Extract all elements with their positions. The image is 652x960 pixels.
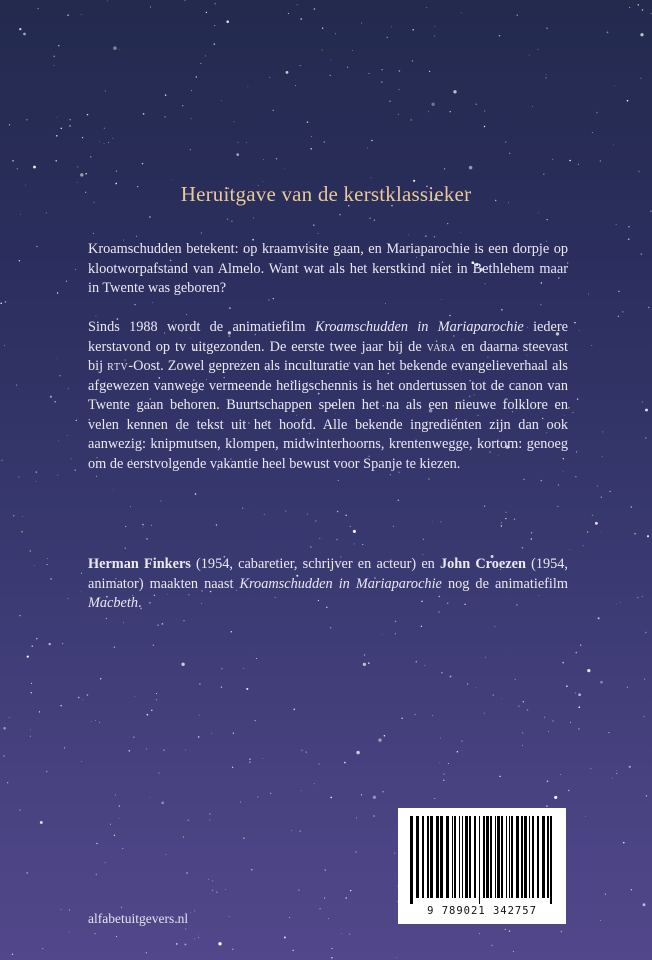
barcode-bar xyxy=(524,816,527,898)
text-run: iedere kerstavond op tv uitgezonden. De eerste twee jaar bij de xyxy=(88,319,568,355)
barcode-bar xyxy=(479,816,480,904)
film-title: Macbeth xyxy=(88,595,139,611)
barcode-bar xyxy=(537,816,539,898)
barcode-bar xyxy=(465,816,468,898)
publisher-url[interactable]: alfabetuitgevers.nl xyxy=(88,911,189,926)
text-run: -Oost. Zowel geprezen als inculturatie van het bekende evangelieverhaal als afgewezen vanwege vermeende heiligschennis is het ondertussen tot de canon van Twente gaan behoren. Buurtschappen spelen het na als een nieuwe folklore en velen kennen de tekst uit het hoofd. Alle bekende ingrediënten zijn dan ook aanwezig: knipmutsen, klompen, midwinterhoorns, krentenwegge, kortom: genoeg om de eerstvolgende vakantie heel bewust voor Spanje te kiezen. xyxy=(88,358,568,472)
author-name: Herman Finkers xyxy=(88,556,191,572)
author-name: John Croezen xyxy=(439,556,526,572)
broadcaster-name: vara xyxy=(426,338,457,355)
barcode-bar xyxy=(506,816,507,898)
text-run: nog de animatiefilm xyxy=(441,575,568,592)
barcode-bar xyxy=(416,816,419,898)
barcode-bar xyxy=(501,816,503,898)
barcode-bar xyxy=(529,816,530,898)
intro-paragraph: Kroamschudden betekent: op kraamvisite gaan, en Mariaparochie is een dorpje op klootworpafstand van Almelo. Want wat als het kerstkind niet in Bethlehem maar in Twente was geboren? xyxy=(88,241,568,296)
barcode-bar xyxy=(430,816,433,898)
author-bio: (1954, animator) maakten naast xyxy=(88,556,569,592)
barcode-bar xyxy=(483,816,485,898)
barcode-bar xyxy=(446,816,449,898)
barcode-bar xyxy=(436,816,439,898)
barcode-bar xyxy=(550,816,552,904)
text-run: . xyxy=(138,595,142,611)
barcode-bar xyxy=(462,816,463,898)
barcode-bar xyxy=(422,816,424,898)
barcode-bar xyxy=(511,816,513,898)
broadcaster-name: rtv xyxy=(107,358,129,374)
barcode-bars xyxy=(406,816,558,906)
isbn-number: 9 789021 342757 xyxy=(427,905,537,917)
text-run: Sinds 1988 wordt de animatiefilm xyxy=(88,319,315,335)
barcode-bar xyxy=(486,816,489,898)
history-paragraph xyxy=(88,318,568,474)
barcode-bar xyxy=(521,816,523,898)
film-title: Kroamschudden in Mariaparochie xyxy=(239,575,442,592)
barcode-bar xyxy=(459,816,460,898)
barcode-bar xyxy=(497,816,500,898)
barcode-bar xyxy=(490,816,492,898)
barcode-bar xyxy=(509,816,510,898)
author-bio: (1954, cabaretier, schrijver en acteur) en xyxy=(190,556,440,572)
film-title: Kroamschudden in Mariaparochie xyxy=(314,319,524,335)
barcode-bar xyxy=(469,816,471,898)
isbn-barcode xyxy=(398,808,566,924)
barcode-bar xyxy=(427,816,429,898)
barcode-bar xyxy=(547,816,549,898)
barcode-bar xyxy=(516,816,519,898)
barcode-bar xyxy=(440,816,443,898)
back-cover-heading: Heruitgave van de kerstklassieker xyxy=(180,182,472,206)
barcode-bar xyxy=(454,816,456,898)
barcode-bar xyxy=(474,816,476,898)
barcode-bar xyxy=(495,816,496,898)
barcode-bar xyxy=(532,816,534,898)
text-run: en daarna steevast bij xyxy=(88,338,568,374)
barcode-bar xyxy=(542,816,545,898)
barcode-bar xyxy=(410,816,413,904)
authors-paragraph xyxy=(88,555,568,614)
barcode-bar xyxy=(452,816,453,898)
